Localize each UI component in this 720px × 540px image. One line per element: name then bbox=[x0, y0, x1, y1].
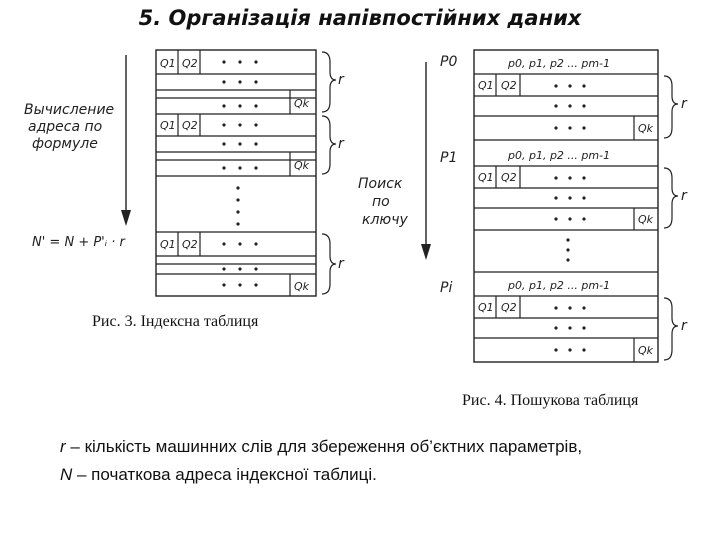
fig3-left-note bbox=[24, 102, 114, 152]
fig4-q1-label: Q1 bbox=[478, 301, 494, 314]
fig4-p0-label: P0 bbox=[440, 54, 458, 70]
fig3-brace-labels bbox=[338, 72, 345, 272]
fig3-q2-label: Q2 bbox=[182, 238, 198, 251]
fig3-formula: N' = N + P'ᵢ · r bbox=[32, 235, 125, 250]
fig3-q2-label: Q2 bbox=[182, 57, 198, 70]
fig4-pointer-labels bbox=[440, 54, 457, 296]
fig4-qk-label: Qk bbox=[638, 344, 654, 357]
fig4-dots bbox=[554, 84, 585, 351]
note-r bbox=[60, 437, 582, 457]
fig4-q2-label: Q2 bbox=[501, 171, 517, 184]
fig4-pi-label: Pi bbox=[440, 280, 453, 296]
fig4-q1-label: Q1 bbox=[478, 171, 494, 184]
fig3-group-1 bbox=[156, 50, 316, 114]
note-n-text: – початкова адреса індексної таблиці. bbox=[72, 465, 377, 484]
fig3-qk-label: Qk bbox=[294, 97, 310, 110]
fig4-p1-label: P1 bbox=[440, 150, 458, 166]
fig4-table-frame bbox=[474, 50, 658, 362]
fig4-cell-labels bbox=[478, 57, 654, 357]
fig4-arrowhead bbox=[421, 244, 431, 260]
fig3-brace-r-label: r bbox=[338, 72, 344, 88]
fig4-brace-r-label: r bbox=[681, 188, 687, 204]
fig3-group-2 bbox=[156, 114, 316, 232]
fig4-note-line: ключу bbox=[362, 212, 408, 228]
note-n bbox=[60, 465, 377, 485]
fig4-braces bbox=[664, 76, 678, 360]
fig3-q1-label: Q1 bbox=[160, 119, 176, 132]
fig3-qk-label: Qk bbox=[294, 159, 310, 172]
fig3-note-line: адреса по bbox=[28, 119, 103, 135]
fig3-cell-labels bbox=[160, 57, 310, 293]
note-n-symbol: N bbox=[60, 465, 73, 484]
fig3-braces bbox=[322, 52, 336, 294]
fig3-q1-label: Q1 bbox=[160, 238, 176, 251]
fig4-qk-label: Qk bbox=[638, 213, 654, 226]
fig4-brace-r-label: r bbox=[681, 96, 687, 112]
fig4-note-line: по bbox=[372, 194, 390, 210]
fig3-q2-label: Q2 bbox=[182, 119, 198, 132]
fig3-brace-r-label: r bbox=[338, 136, 344, 152]
fig3-caption: Рис. 3. Індексна таблиця bbox=[92, 313, 259, 330]
fig4-q2-label: Q2 bbox=[501, 301, 517, 314]
fig4-brace-r-label: r bbox=[681, 318, 687, 334]
fig3-dots bbox=[222, 60, 257, 286]
fig4-params-row: p0, p1, p2 ... pm-1 bbox=[508, 149, 611, 162]
fig4-params-row: p0, p1, p2 ... pm-1 bbox=[508, 279, 611, 292]
note-r-symbol: r bbox=[60, 437, 66, 456]
fig3-note-line: Вычисление bbox=[24, 102, 115, 118]
fig4-params-row: p0, p1, p2 ... pm-1 bbox=[508, 57, 611, 70]
fig3-q1-label: Q1 bbox=[160, 57, 176, 70]
page-title: 5. Організація напівпостійних даних bbox=[138, 6, 582, 30]
note-r-text: – кількість машинних слів для збереження об’єктних параметрів, bbox=[65, 437, 583, 456]
fig3-brace-r-label: r bbox=[338, 256, 344, 272]
fig3-group-3 bbox=[156, 232, 316, 296]
fig3-arrowhead bbox=[121, 210, 131, 226]
fig4-qk-label: Qk bbox=[638, 122, 654, 135]
fig4-q2-label: Q2 bbox=[501, 79, 517, 92]
fig3-index-table bbox=[121, 50, 316, 296]
fig4-q1-label: Q1 bbox=[478, 79, 494, 92]
fig4-left-note bbox=[358, 176, 408, 228]
fig4-note-line: Поиск bbox=[358, 176, 403, 192]
fig4-brace-labels bbox=[681, 96, 688, 334]
fig4-caption: Рис. 4. Пошукова таблиця bbox=[462, 392, 639, 409]
fig3-table-frame bbox=[156, 50, 316, 296]
fig4-search-table bbox=[421, 50, 658, 362]
fig3-qk-label: Qk bbox=[294, 280, 310, 293]
fig3-note-line: формуле bbox=[32, 136, 98, 152]
